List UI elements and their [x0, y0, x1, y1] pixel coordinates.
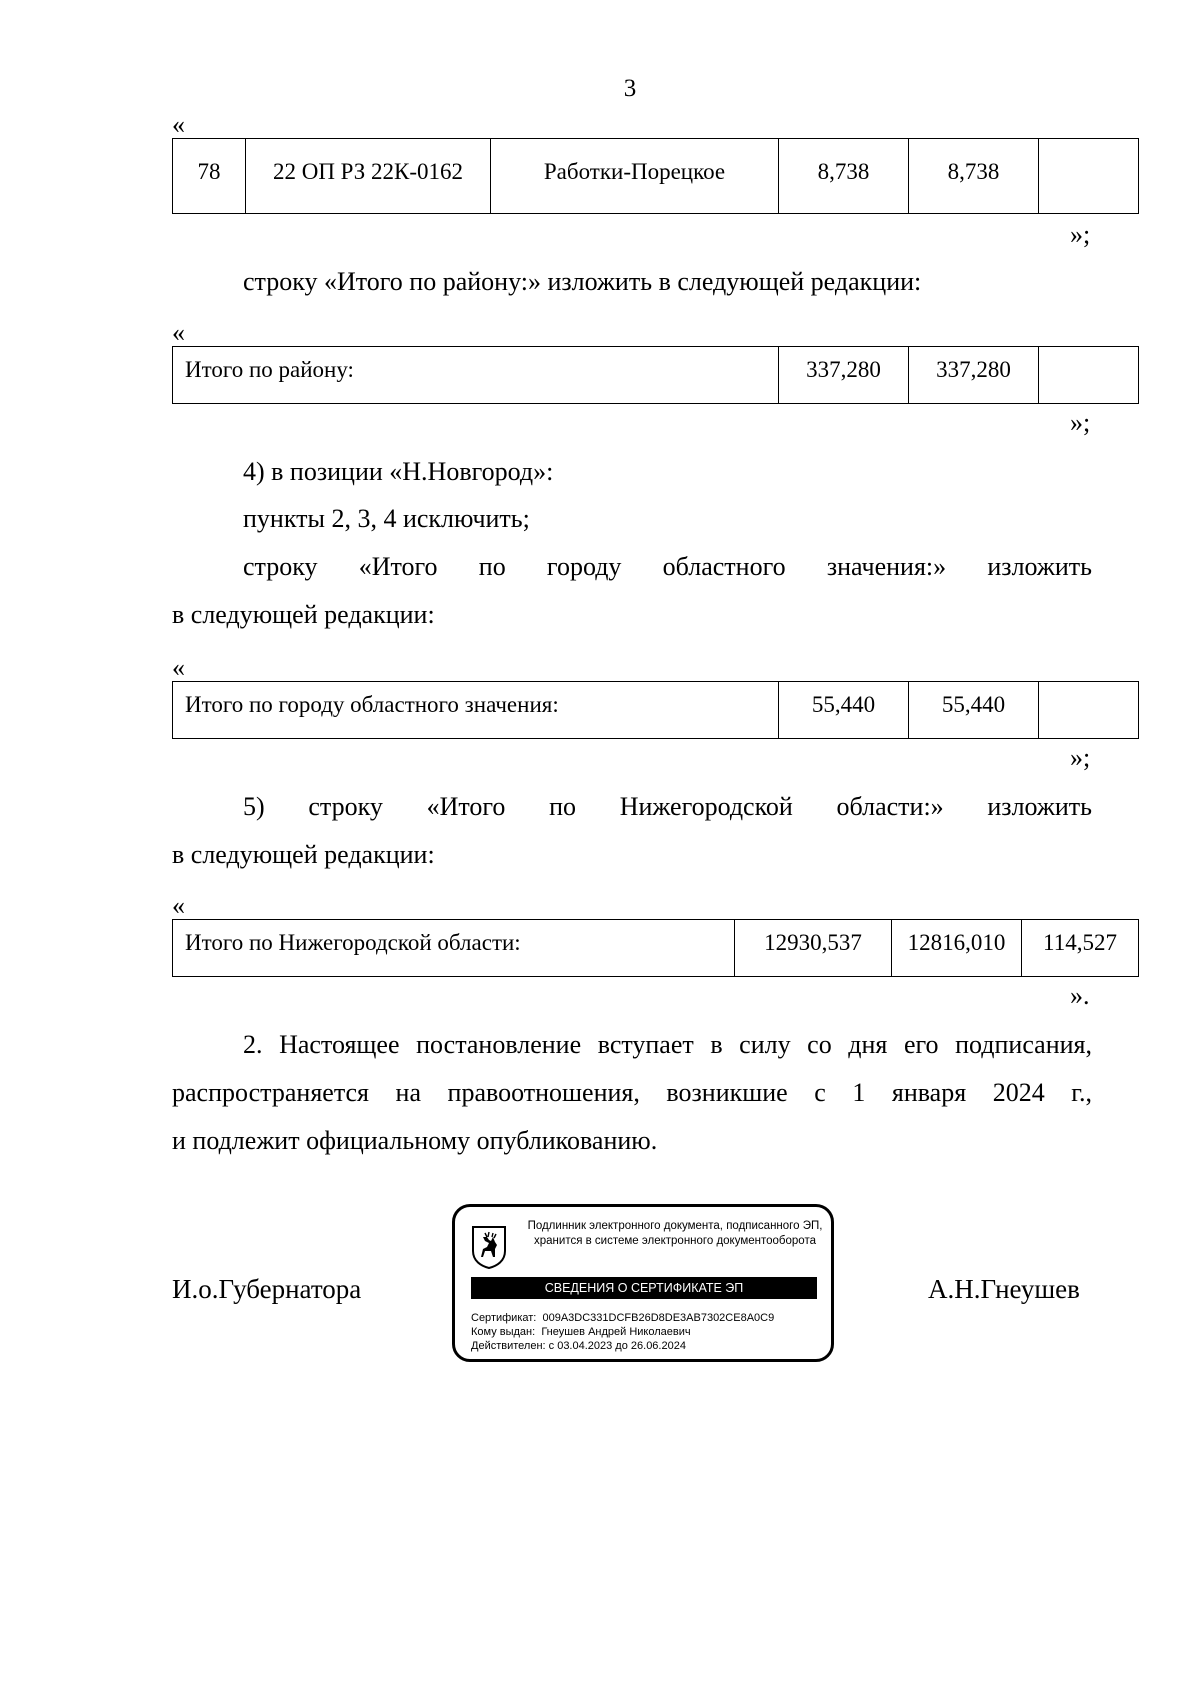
- district-val2-cell: 337,280: [909, 347, 1039, 404]
- road-num-cell: 78: [173, 139, 246, 214]
- stamp-header-line2: хранится в системе электронного документооборота: [534, 1235, 816, 1247]
- open-quote: «: [172, 653, 185, 682]
- road-val1-cell: 8,738: [779, 139, 909, 214]
- para-4a: пункты 2, 3, 4 исключить;: [243, 504, 530, 533]
- district-label-cell: Итого по району:: [173, 347, 779, 404]
- para-2-line3: и подлежит официальному опубликованию.: [172, 1126, 658, 1155]
- region-label-cell: Итого по Нижегородской области:: [173, 920, 735, 977]
- e-signature-stamp: [452, 1204, 834, 1362]
- stamp-issued-row: [471, 1325, 774, 1339]
- para-2-line1: 2. Настоящее постановление вступает в силу со дня его подписания,: [243, 1030, 1092, 1059]
- stamp-valid-label: Действителен:: [471, 1340, 546, 1352]
- open-quote: «: [172, 891, 185, 920]
- stamp-info: [471, 1311, 774, 1353]
- signatory-name: А.Н.Гнеушев: [928, 1274, 1080, 1304]
- road-table: [172, 138, 1139, 214]
- table-row: [173, 139, 1139, 214]
- stamp-issued-value: Гнеушев Андрей Николаевич: [541, 1326, 691, 1338]
- region-val3-cell: 114,527: [1022, 920, 1139, 977]
- city-table: [172, 681, 1139, 739]
- para-district: строку «Итого по району:» изложить в следующей редакции:: [243, 267, 922, 296]
- region-table: [172, 919, 1139, 977]
- signatory-position: И.о.Губернатора: [172, 1274, 362, 1304]
- open-quote: «: [172, 318, 185, 347]
- stamp-valid-value: с 03.04.2023 до 26.06.2024: [548, 1340, 686, 1352]
- para-4: 4) в позиции «Н.Новгород»:: [243, 457, 554, 486]
- table-row: [173, 920, 1139, 977]
- district-val1-cell: 337,280: [779, 347, 909, 404]
- page-number: 3: [623, 75, 637, 102]
- close-quote: »;: [1070, 743, 1091, 772]
- road-code-cell: 22 ОП РЗ 22К-0162: [246, 139, 491, 214]
- city-label-cell: Итого по городу областного значения:: [173, 682, 779, 739]
- stamp-title-bar: СВЕДЕНИЯ О СЕРТИФИКАТЕ ЭП: [471, 1277, 817, 1299]
- stamp-cert-row: [471, 1311, 774, 1325]
- city-val3-cell: [1039, 682, 1139, 739]
- para-5-line2: в следующей редакции:: [172, 840, 435, 869]
- stamp-header: [525, 1219, 825, 1249]
- table-row: [173, 682, 1139, 739]
- para-4b-line2: в следующей редакции:: [172, 600, 435, 629]
- stamp-valid-row: [471, 1339, 774, 1353]
- open-quote: «: [172, 110, 185, 139]
- city-val2-cell: 55,440: [909, 682, 1039, 739]
- road-name-cell: Работки-Порецкое: [491, 139, 779, 214]
- district-table: [172, 346, 1139, 404]
- stamp-header-line1: Подлинник электронного документа, подписанного ЭП,: [527, 1220, 823, 1232]
- close-quote: ».: [1070, 981, 1090, 1010]
- district-val3-cell: [1039, 347, 1139, 404]
- region-val2-cell: 12816,010: [892, 920, 1022, 977]
- road-val3-cell: [1039, 139, 1139, 214]
- deer-coat-of-arms-icon: [471, 1225, 507, 1269]
- close-quote: »;: [1070, 220, 1091, 249]
- region-val1-cell: 12930,537: [735, 920, 892, 977]
- close-quote: »;: [1070, 408, 1091, 437]
- table-row: [173, 347, 1139, 404]
- stamp-cert-label: Сертификат:: [471, 1312, 537, 1324]
- road-val2-cell: 8,738: [909, 139, 1039, 214]
- stamp-issued-label: Кому выдан:: [471, 1326, 536, 1338]
- stamp-cert-value: 009A3DC331DCFB26D8DE3AB7302CE8A0C9: [542, 1312, 775, 1324]
- para-2-line2: распространяется на правоотношения, возникшие с 1 января 2024 г.,: [172, 1078, 1092, 1107]
- city-val1-cell: 55,440: [779, 682, 909, 739]
- para-5-line1: 5) строку «Итого по Нижегородской области:» изложить: [243, 792, 1092, 821]
- para-4b-line1: строку «Итого по городу областного значения:» изложить: [243, 552, 1092, 581]
